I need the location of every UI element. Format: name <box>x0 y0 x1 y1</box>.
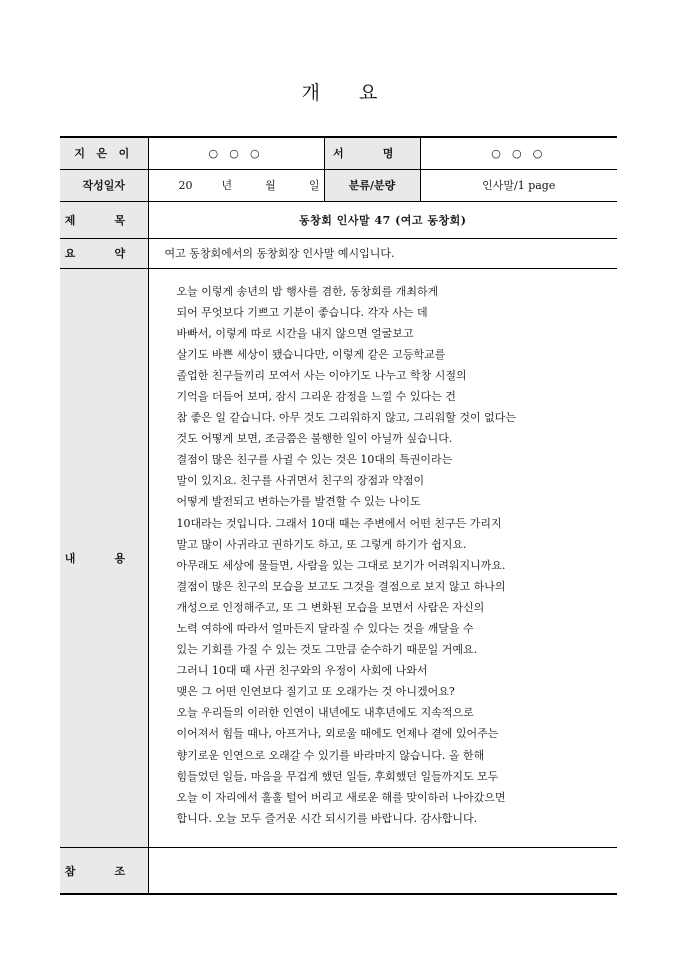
content-line: 것도 어떻게 보면, 조금쯤은 불행한 일이 아닐까 싶습니다. <box>176 432 453 446</box>
content-line: 합니다. 오늘 모두 즐거운 시간 되시기를 바랍니다. 감사합니다. <box>176 811 478 825</box>
date-year: 20 <box>178 179 193 192</box>
date-month-unit: 월 <box>265 179 276 192</box>
content-line: 참 좋은 일 같습니다. 아무 것도 그리워하지 않고, 그리워할 것이 없다는 <box>176 411 516 425</box>
content-line: 10대라는 것입니다. 그래서 10대 때는 주변에서 어떤 친구든 가리지 <box>176 516 502 530</box>
content-line: 되어 무엇보다 기쁘고 기분이 좋습니다. 각자 사는 데 <box>176 305 428 319</box>
content-line: 졸업한 친구들끼리 모여서 사는 이야기도 나누고 학창 시절의 <box>176 368 467 382</box>
reference-label: 참 조 <box>60 847 148 894</box>
content-lines <box>177 281 612 829</box>
content-line: 살기도 바쁜 세상이 됐습니다만, 이렇게 같은 고등학교를 <box>176 347 446 361</box>
content-line: 오늘 이 자리에서 훌훌 털어 버리고 새로운 해를 맞이하러 나아갔으면 <box>176 790 506 804</box>
content-row <box>60 268 617 847</box>
subject-value: 동창회 인사말 47 (여고 동창회) <box>148 201 617 238</box>
content-line: 향기로운 인연으로 오래갈 수 있기를 바라마지 않습니다. 올 한해 <box>176 748 485 762</box>
content-line: 결점이 많은 친구를 사귈 수 있는 것은 10대의 특권이라는 <box>176 453 453 467</box>
content-line: 말고 많이 사귀라고 권하기도 하고, 또 그렇게 하기가 쉽지요. <box>176 537 467 551</box>
content-line: 어떻게 발전되고 변하는가를 발견할 수 있는 나이도 <box>176 495 421 509</box>
author-value: ○ ○ ○ <box>148 137 324 169</box>
date-row <box>60 169 617 201</box>
signature-label: 서 명 <box>324 137 420 169</box>
author-label: 지 은 이 <box>60 137 148 169</box>
content-line: 힘들었던 일들, 마음을 무겁게 했던 일들, 후회했던 일들까지도 모두 <box>176 769 499 783</box>
document-title <box>0 78 680 105</box>
content-line: 개성으로 인정해주고, 또 그 변화된 모습을 보면서 사람은 자신의 <box>176 600 485 614</box>
content-line: 바빠서, 이렇게 따로 시간을 내지 않으면 얼굴보고 <box>176 326 414 340</box>
summary-label: 요 약 <box>60 238 148 268</box>
author-row <box>60 137 617 169</box>
date-value <box>148 169 324 201</box>
content-line: 기억을 더듬어 보며, 잠시 그리운 감정을 느낄 수 있다는 건 <box>176 389 456 403</box>
reference-row <box>60 847 617 894</box>
content-label: 내 용 <box>60 268 148 847</box>
content-line: 이어져서 힘들 때나, 아프거나, 외로울 때에도 언제나 곁에 있어주는 <box>176 727 499 741</box>
content-line: 말이 있지요. 친구를 사귀면서 친구의 장점과 약점이 <box>176 474 425 488</box>
content-line: 노력 여하에 따라서 얼마든지 달라질 수 있다는 것을 깨달을 수 <box>176 622 474 635</box>
overview-form-table <box>60 136 617 895</box>
date-year-unit: 년 <box>221 179 233 192</box>
category-value: 인사말/1 page <box>420 169 617 201</box>
content-line: 오늘 우리들의 이러한 인연이 내년에도 내후년에도 지속적으로 <box>176 706 474 720</box>
signature-value: ○ ○ ○ <box>420 137 617 169</box>
summary-row <box>60 238 617 268</box>
content-line: 맺은 그 어떤 인연보다 질기고 또 오래가는 것 아니겠어요? <box>176 685 455 699</box>
category-label: 분류/분량 <box>324 169 420 201</box>
subject-row <box>60 201 617 238</box>
document-title-part2: 요 <box>359 82 379 104</box>
content-line: 그러니 10대 때 사귄 친구와의 우정이 사회에 나와서 <box>176 664 428 678</box>
content-line: 아무래도 세상에 물들면, 사람을 있는 그대로 보기가 어려워지니까요. <box>176 558 506 572</box>
document-title-part1: 개 <box>301 82 321 104</box>
content-line: 오늘 이렇게 송년의 밤 행사를 겸한, 동창회를 개최하게 <box>176 284 439 298</box>
content-line: 있는 기회를 가질 수 있는 것도 그만큼 순수하기 때문일 거예요. <box>176 643 478 657</box>
date-label: 작성일자 <box>60 169 148 201</box>
subject-label: 제 목 <box>60 201 148 238</box>
date-day-unit: 일 <box>308 179 320 192</box>
reference-value <box>148 847 617 894</box>
summary-value: 여고 동창회에서의 동창회장 인사말 예시입니다. <box>148 238 617 268</box>
content-body <box>148 268 617 847</box>
content-line: 결점이 많은 친구의 모습을 보고도 그것을 결점으로 보지 않고 하나의 <box>176 579 506 593</box>
